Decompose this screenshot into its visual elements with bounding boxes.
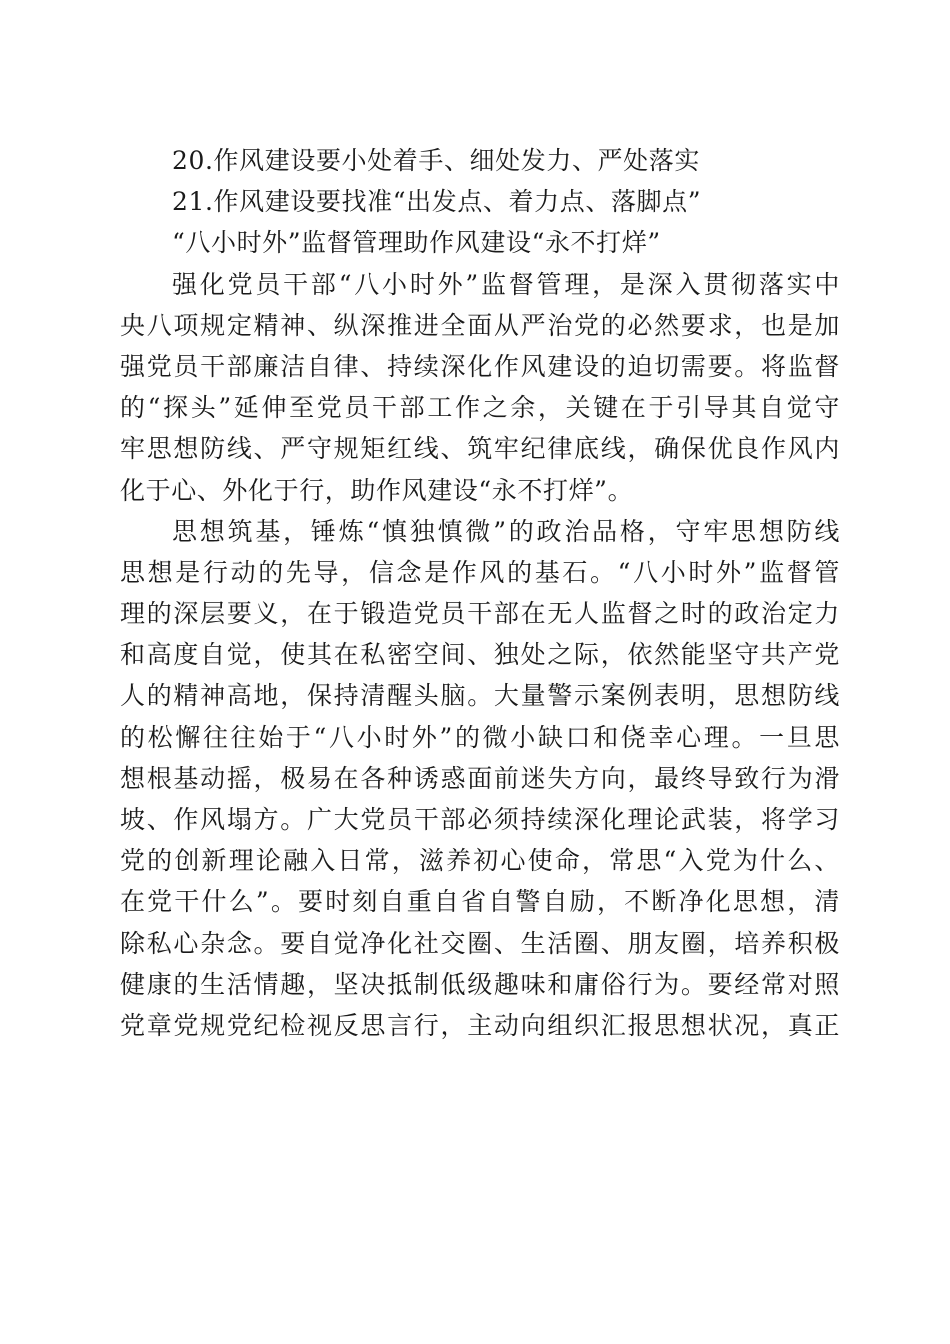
paragraph-2-line: 思想筑基，锤炼“慎独慎微”的政治品格，守牢思想防线	[172, 516, 840, 546]
paragraph-2-line: 的松懈往往始于“八小时外”的微小缺口和侥幸心理。一旦思	[120, 722, 840, 752]
paragraph-2-line: 党的创新理论融入日常，滋养初心使命，常思“入党为什么、	[120, 846, 840, 876]
article-title: “八小时外”监督管理助作风建设“永不打烊”	[172, 228, 661, 258]
paragraph-2-line: 坡、作风塌方。广大党员干部必须持续深化理论武装，将学习	[120, 805, 840, 834]
paragraph-1-line: 央八项规定精神、纵深推进全面从严治党的必然要求，也是加	[120, 310, 840, 340]
paragraph-2-line: 和高度自觉，使其在私密空间、独处之际，依然能坚守共产党	[120, 640, 840, 670]
paragraph-2-line: 想根基动摇，极易在各种诱惑面前迷失方向，最终导致行为滑	[120, 763, 840, 793]
paragraph-2-line: 在党干什么”。要时刻自重自省自警自励，不断净化思想，清	[120, 887, 840, 917]
paragraph-2-line: 人的精神高地，保持清醒头脑。大量警示案例表明，思想防线	[120, 681, 840, 711]
heading-item-20: 20.作风建设要小处着手、细处发力、严处落实	[172, 146, 700, 175]
heading-item-21: 21.作风建设要找准“出发点、着力点、落脚点”	[172, 187, 702, 217]
paragraph-2-line: 党章党规党纪检视反思言行，主动向组织汇报思想状况，真正	[120, 1010, 840, 1040]
paragraph-2-line: 思想是行动的先导，信念是作风的基石。“八小时外”监督管	[120, 557, 840, 587]
paragraph-2-line: 理的深层要义，在于锻造党员干部在无人监督之时的政治定力	[120, 599, 840, 629]
paragraph-1-line: 牢思想防线、严守规矩红线、筑牢纪律底线，确保优良作风内	[120, 434, 840, 464]
paragraph-2-line: 除私心杂念。要自觉净化社交圈、生活圈、朋友圈，培养积极	[120, 928, 840, 958]
paragraph-1-line: 化于心、外化于行，助作风建设“永不打烊”。	[120, 475, 634, 505]
document-body	[120, 140, 840, 1046]
paragraph-2-line: 健康的生活情趣，坚决抵制低级趣味和庸俗行为。要经常对照	[120, 969, 840, 999]
paragraph-1-line: 的“探头”延伸至党员干部工作之余，关键在于引导其自觉守	[120, 393, 840, 423]
paragraph-1-line: 强党员干部廉洁自律、持续深化作风建设的迫切需要。将监督	[120, 351, 840, 381]
paragraph-1-line: 强化党员干部“八小时外”监督管理，是深入贯彻落实中	[172, 269, 840, 299]
